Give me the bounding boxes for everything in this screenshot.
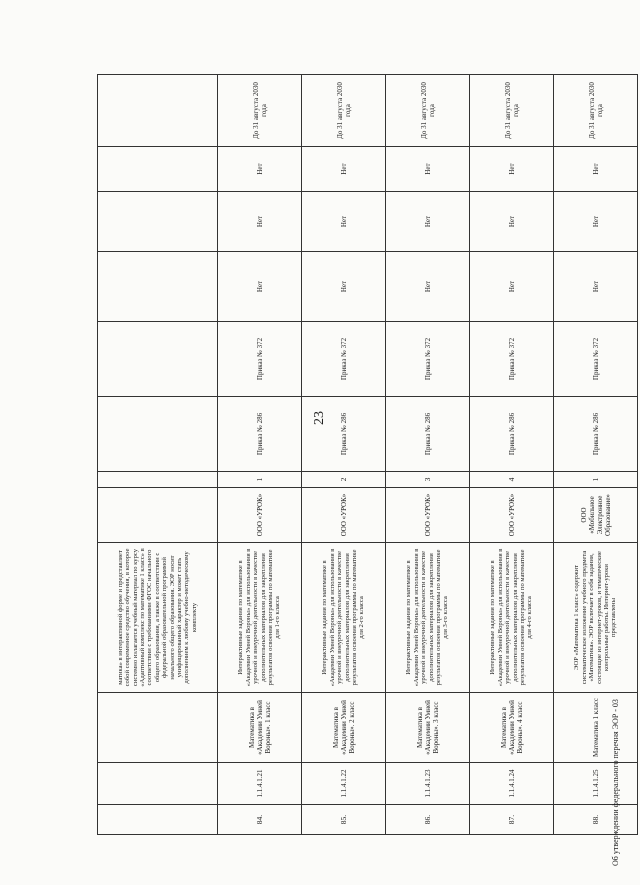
cell-c1: Нет — [302, 252, 386, 322]
cell-n: 2 — [302, 472, 386, 488]
cell-c2: Нет — [554, 192, 638, 252]
cell-index: 88. — [554, 805, 638, 835]
cell-code: 1.1.4.1.22 — [302, 763, 386, 805]
cell-org: ООО «Мобильное Электронное Образование» — [554, 488, 638, 543]
cell-index: 85. — [302, 805, 386, 835]
cell-deadline: До 31 августа 2030 года — [386, 75, 470, 147]
cell-description: Интерактивные задания по математике в «Академии Умней Вороны» для использования в урочной и внеурочной деятельности в качестве дополнительных материалов для закрепления результатов освоения программы по математике для 2-го класса — [302, 543, 386, 693]
cell-c1 — [98, 252, 218, 322]
cell-deadline: До 31 августа 2030 года — [302, 75, 386, 147]
cell-order2: Приказ № 372 — [218, 322, 302, 397]
footnote: Об утверждении федерального перечня ЭОР - 03 — [611, 699, 620, 866]
cell-description: Интерактивные задания по математике в «Академии Умней Вороны» для использования в урочной и внеурочной деятельности в качестве дополнительных материалов для закрепления результатов освоения программы по математике для 4-го класса — [470, 543, 554, 693]
cell-c2 — [98, 192, 218, 252]
cell-order1: Приказ № 286 — [386, 397, 470, 472]
table-row — [98, 75, 218, 835]
cell-index — [98, 805, 218, 835]
cell-name: Математика в «Академии Умней Вороны». 4 класс — [470, 693, 554, 763]
cell-order1: Приказ № 286 — [470, 397, 554, 472]
cell-index: 86. — [386, 805, 470, 835]
cell-c3: Нет — [386, 147, 470, 192]
cell-order2 — [98, 322, 218, 397]
cell-c3: Нет — [302, 147, 386, 192]
cell-c3 — [98, 147, 218, 192]
cell-description: матика» в интерактивной форме и представляет собой современное средство обучения, в которое системно излагается учебный материал по курсу «Адаптивный комплекс по математике 1 класс» в соответствии с требованиями ФГОС начального общего образования, а также в соответствии с федеральной образовательной программой начального общего образования. ЭОР носит унифицированный характер и может стать дополнением к любому учебно-методическому комплекту — [98, 543, 218, 693]
table-row — [470, 75, 554, 835]
cell-order1: Приказ № 286 — [302, 397, 386, 472]
cell-order2: Приказ № 372 — [470, 322, 554, 397]
cell-order1 — [98, 397, 218, 472]
cell-index: 87. — [470, 805, 554, 835]
cell-c3: Нет — [470, 147, 554, 192]
cell-deadline — [98, 75, 218, 147]
cell-c2: Нет — [386, 192, 470, 252]
table-row — [218, 75, 302, 835]
cell-order2: Приказ № 372 — [302, 322, 386, 397]
rotated-table-wrapper — [97, 75, 637, 835]
cell-c1: Нет — [470, 252, 554, 322]
cell-n: 1 — [554, 472, 638, 488]
cell-c2: Нет — [470, 192, 554, 252]
page-number: 23 — [312, 411, 327, 425]
cell-description: ЭОР «Математика 1 класс» содержит систематическое изложение учебного предмета «Математика». ЭОР включает в себя задания, состоящие из интернет-уроков, и тематические контрольные работы. Интернет-уроки представлены — [554, 543, 638, 693]
cell-c3: Нет — [554, 147, 638, 192]
cell-org — [98, 488, 218, 543]
cell-deadline: До 31 августа 2030 года — [218, 75, 302, 147]
cell-n: 3 — [386, 472, 470, 488]
cell-c1: Нет — [386, 252, 470, 322]
cell-code: 1.1.4.1.25 — [554, 763, 638, 805]
table-row — [554, 75, 638, 835]
cell-org: ООО «УРОК» — [470, 488, 554, 543]
table-row — [386, 75, 470, 835]
cell-c1: Нет — [218, 252, 302, 322]
cell-n: 1 — [218, 472, 302, 488]
eor-table — [97, 74, 638, 835]
cell-n — [98, 472, 218, 488]
cell-description: Интерактивные задания по математике в «Академии Умней Вороны» для использования в урочной и внеурочной деятельности в качестве дополнительных материалов для закрепления результатов освоения программы по математике для 3-го класса — [386, 543, 470, 693]
cell-org: ООО «УРОК» — [302, 488, 386, 543]
cell-code: 1.1.4.1.21 — [218, 763, 302, 805]
cell-c2: Нет — [302, 192, 386, 252]
cell-order2: Приказ № 372 — [386, 322, 470, 397]
cell-code: 1.1.4.1.23 — [386, 763, 470, 805]
cell-c1: Нет — [554, 252, 638, 322]
cell-code: 1.1.4.1.24 — [470, 763, 554, 805]
cell-code — [98, 763, 218, 805]
cell-name — [98, 693, 218, 763]
cell-order1: Приказ № 286 — [218, 397, 302, 472]
cell-order2: Приказ № 372 — [554, 322, 638, 397]
cell-org: ООО «УРОК» — [386, 488, 470, 543]
cell-name: Математика в «Академии Умней Вороны». 3 класс — [386, 693, 470, 763]
cell-n: 4 — [470, 472, 554, 488]
cell-name: Математика в «Академии Умней Вороны». 2 класс — [302, 693, 386, 763]
cell-c2: Нет — [218, 192, 302, 252]
cell-c3: Нет — [218, 147, 302, 192]
cell-name: Математика 1 класс — [554, 693, 638, 763]
cell-deadline: До 31 августа 2030 года — [554, 75, 638, 147]
cell-org: ООО «УРОК» — [218, 488, 302, 543]
cell-name: Математика в «Академии Умней Вороны». 1 класс — [218, 693, 302, 763]
cell-deadline: До 31 августа 2030 года — [470, 75, 554, 147]
cell-index: 84. — [218, 805, 302, 835]
table-row — [302, 75, 386, 835]
cell-order1: Приказ № 286 — [554, 397, 638, 472]
cell-description: Интерактивные задания по математике в «Академии Умней Вороны» для использования в урочной и внеурочной деятельности в качестве дополнительных материалов для закрепления результатов освоения программы по математике для 1-го класса — [218, 543, 302, 693]
